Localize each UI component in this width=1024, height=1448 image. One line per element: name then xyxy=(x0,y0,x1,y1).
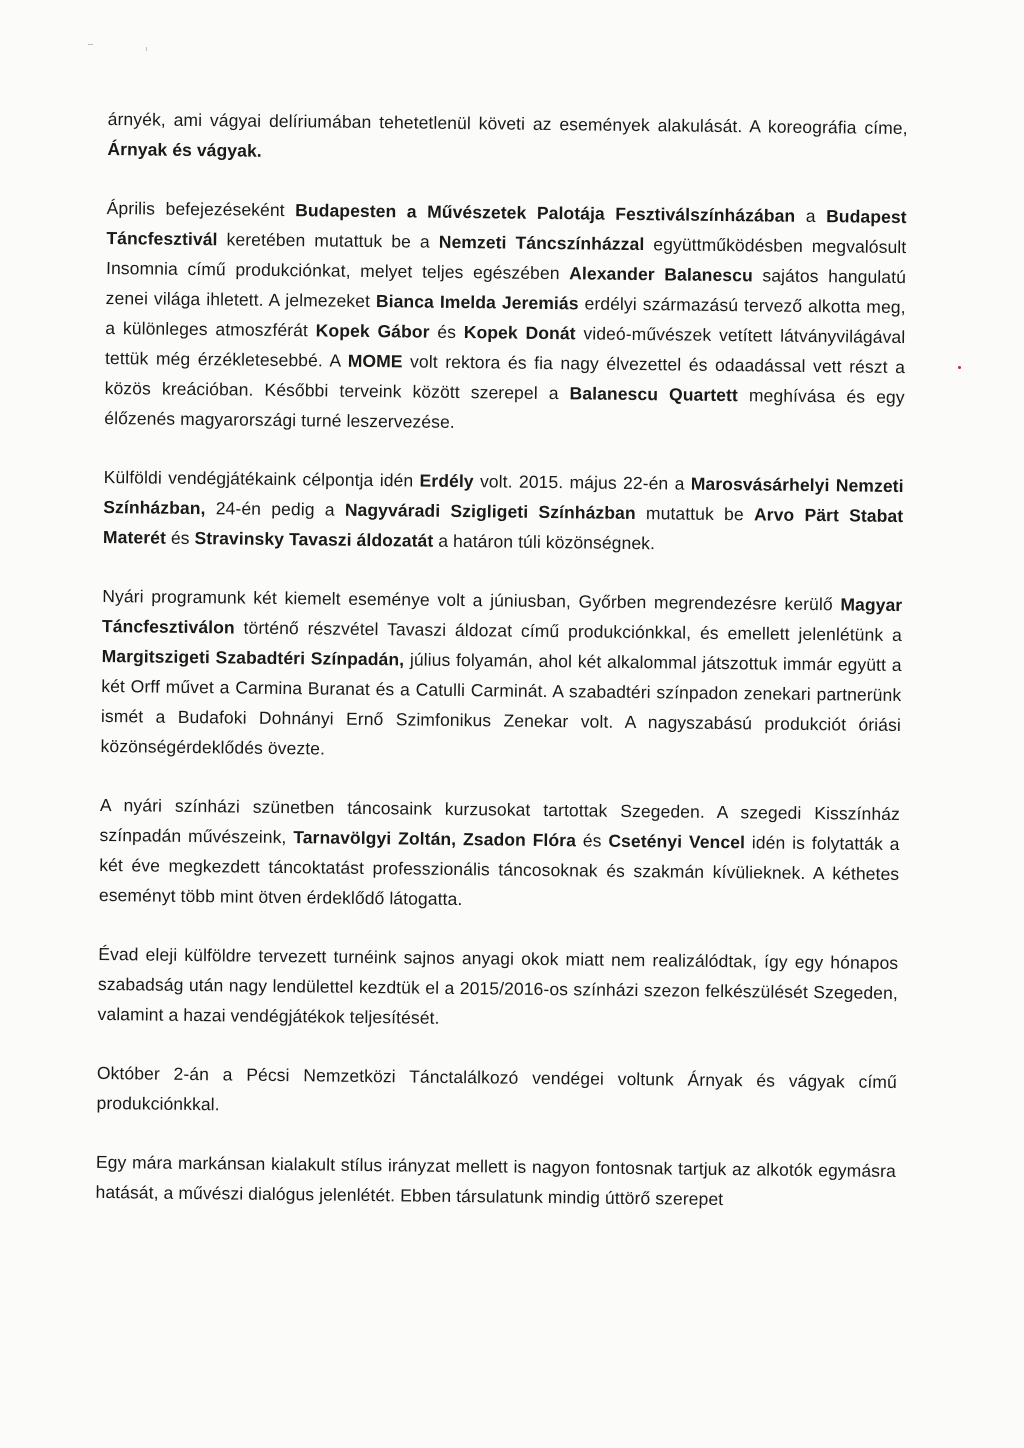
text-run: A nyári színházi szünetben táncosaink kurzusokat tartottak Szegeden. A szegedi Kisszínház színpadán művészeink, xyxy=(99,794,901,848)
bold-text-run: Magyar Táncfesztiválon xyxy=(101,594,903,638)
bold-text-run: Csetényi Vencel xyxy=(608,830,746,853)
text-run: idén is folytatták a két éve megkezdett táncoktatást professzionális táncosoknak és szakmán kívülieknek. A kéthetes eseményt több mint ötven érdeklődő látogatta. xyxy=(98,832,900,910)
bold-text-run: MOME xyxy=(347,350,403,372)
text-run: a xyxy=(795,205,827,227)
text-run: keretében mutattuk be a xyxy=(217,229,439,252)
bold-text-run: Nagyváradi Szigligeti Színházban xyxy=(344,499,636,524)
paragraph xyxy=(97,939,898,1038)
text-run: erdélyi származású tervező alkotta meg, a különleges atmoszférát xyxy=(105,293,906,341)
text-run: Nyári programunk két kiemelt eseménye volt a júniusban, Győrben megrendezésre kerülő xyxy=(102,585,841,615)
paragraph xyxy=(107,104,908,173)
text-run: mutattuk be xyxy=(635,503,755,525)
scan-speck-mark xyxy=(146,47,147,51)
text-run: volt. 2015. május 22-én a xyxy=(473,471,691,494)
paragraph xyxy=(96,1058,897,1127)
bold-text-run: Alexander Balanescu xyxy=(569,263,753,286)
text-run: Évad eleji külföldre tervezett turnéink sajnos anyagi okok miatt nem realizálódtak, így egy hónapos szabadság után nagy lendülettel kezdtük el a 2015/2016-os színházi szezon felkészülését Szegeden, valamint a hazai vendégjátékok teljesítését. xyxy=(97,943,899,1028)
bold-text-run: Bianca Imelda Jeremiás xyxy=(375,291,579,314)
text-run: a határon túli közönségnek. xyxy=(433,530,656,554)
text-run: árnyék, ami vágyai delíriumában tehetetlenül követi az események alakulását. A koreográfia címe, xyxy=(107,108,908,139)
text-run: és xyxy=(165,527,195,549)
paragraph xyxy=(100,581,902,770)
text-run: sajátos hangulatú zenei világa ihletett. A jelmezeket xyxy=(105,265,907,312)
bold-text-run: Árnyak és vágyak. xyxy=(107,138,262,161)
text-run: és xyxy=(429,321,464,343)
paragraph xyxy=(103,462,904,561)
text-run: Külföldi vendégjátékaink célpontja idén xyxy=(103,466,420,491)
bold-text-run: Marosvásárhelyi Nemzeti Színházban, xyxy=(103,473,904,519)
bold-text-run: Nemzeti Táncszínházzal xyxy=(438,231,645,255)
paragraph xyxy=(99,790,900,919)
text-run: 24-én pedig a xyxy=(205,498,345,520)
text-run: videó-művészek vetített látványvilágával tettük még érzékletesebbé. A xyxy=(104,323,906,371)
text-run: történő részvétel Tavaszi áldozat című produkciónkkal, és emellett jelenlétünk a xyxy=(234,617,903,646)
text-run: Egy mára markánsan kialakult stílus irányzat mellett is nagyon fontosnak tartjuk az alkotók egymásra hatását, a művészi dialógus jelenlétét. Ebben társulatunk mindig úttörő szerepet xyxy=(95,1151,896,1210)
text-run: július folyamán, ahol két alkalommal játszottuk immár együtt a két Orff művet a Carmina Buranat és a Catulli Carminát. A szabadtéri színpadon zenekari partnerünk ismét a Budafoki Dohnányi Ernő Szimfonikus Zenekar volt. A nagyszabású produkciót óriási közönségérdeklődés övezte. xyxy=(100,649,902,759)
red-ink-speck xyxy=(958,366,961,369)
document-body xyxy=(95,96,908,1216)
text-run: együttműködésben megvalósult Insomnia című produkciónkat, melyet teljes egészében xyxy=(105,234,907,284)
bold-text-run: Budapesten a Művészetek Palotája Fesztiválszínházában xyxy=(295,200,796,226)
bold-text-run: Balanescu Quartett xyxy=(569,383,739,406)
text-run: és xyxy=(575,830,609,851)
bold-text-run: Erdély xyxy=(419,470,474,492)
paragraph xyxy=(104,193,907,442)
paragraph xyxy=(95,1147,896,1216)
scan-speck-mark xyxy=(88,44,93,45)
text-run: Április befejezéseként xyxy=(106,197,296,221)
bold-text-run: Kopek Gábor xyxy=(315,320,430,342)
bold-text-run: Kopek Donát xyxy=(463,322,576,344)
bold-text-run: Margitszigeti Szabadtéri Színpadán, xyxy=(101,645,405,670)
bold-text-run: Arvo Pärt Stabat Materét xyxy=(102,504,904,548)
bold-text-run: Tarnavölgyi Zoltán, Zsadon Flóra xyxy=(293,827,577,851)
text-run: Október 2-án a Pécsi Nemzetközi Tánctalálkozó vendégei voltunk Árnyak és vágyak című produkciónkkal. xyxy=(96,1062,897,1115)
bold-text-run: Stravinsky Tavaszi áldozatát xyxy=(194,528,434,551)
text-run: volt rektora és fia nagy élvezettel és odaadással vett részt a közös kreációban. Későbbi terveink között szerepel a xyxy=(104,351,906,404)
bold-text-run: Budapest Táncfesztivál xyxy=(106,206,907,250)
text-run: meghívása és egy élőzenés magyarországi turné leszervezése. xyxy=(104,385,905,432)
